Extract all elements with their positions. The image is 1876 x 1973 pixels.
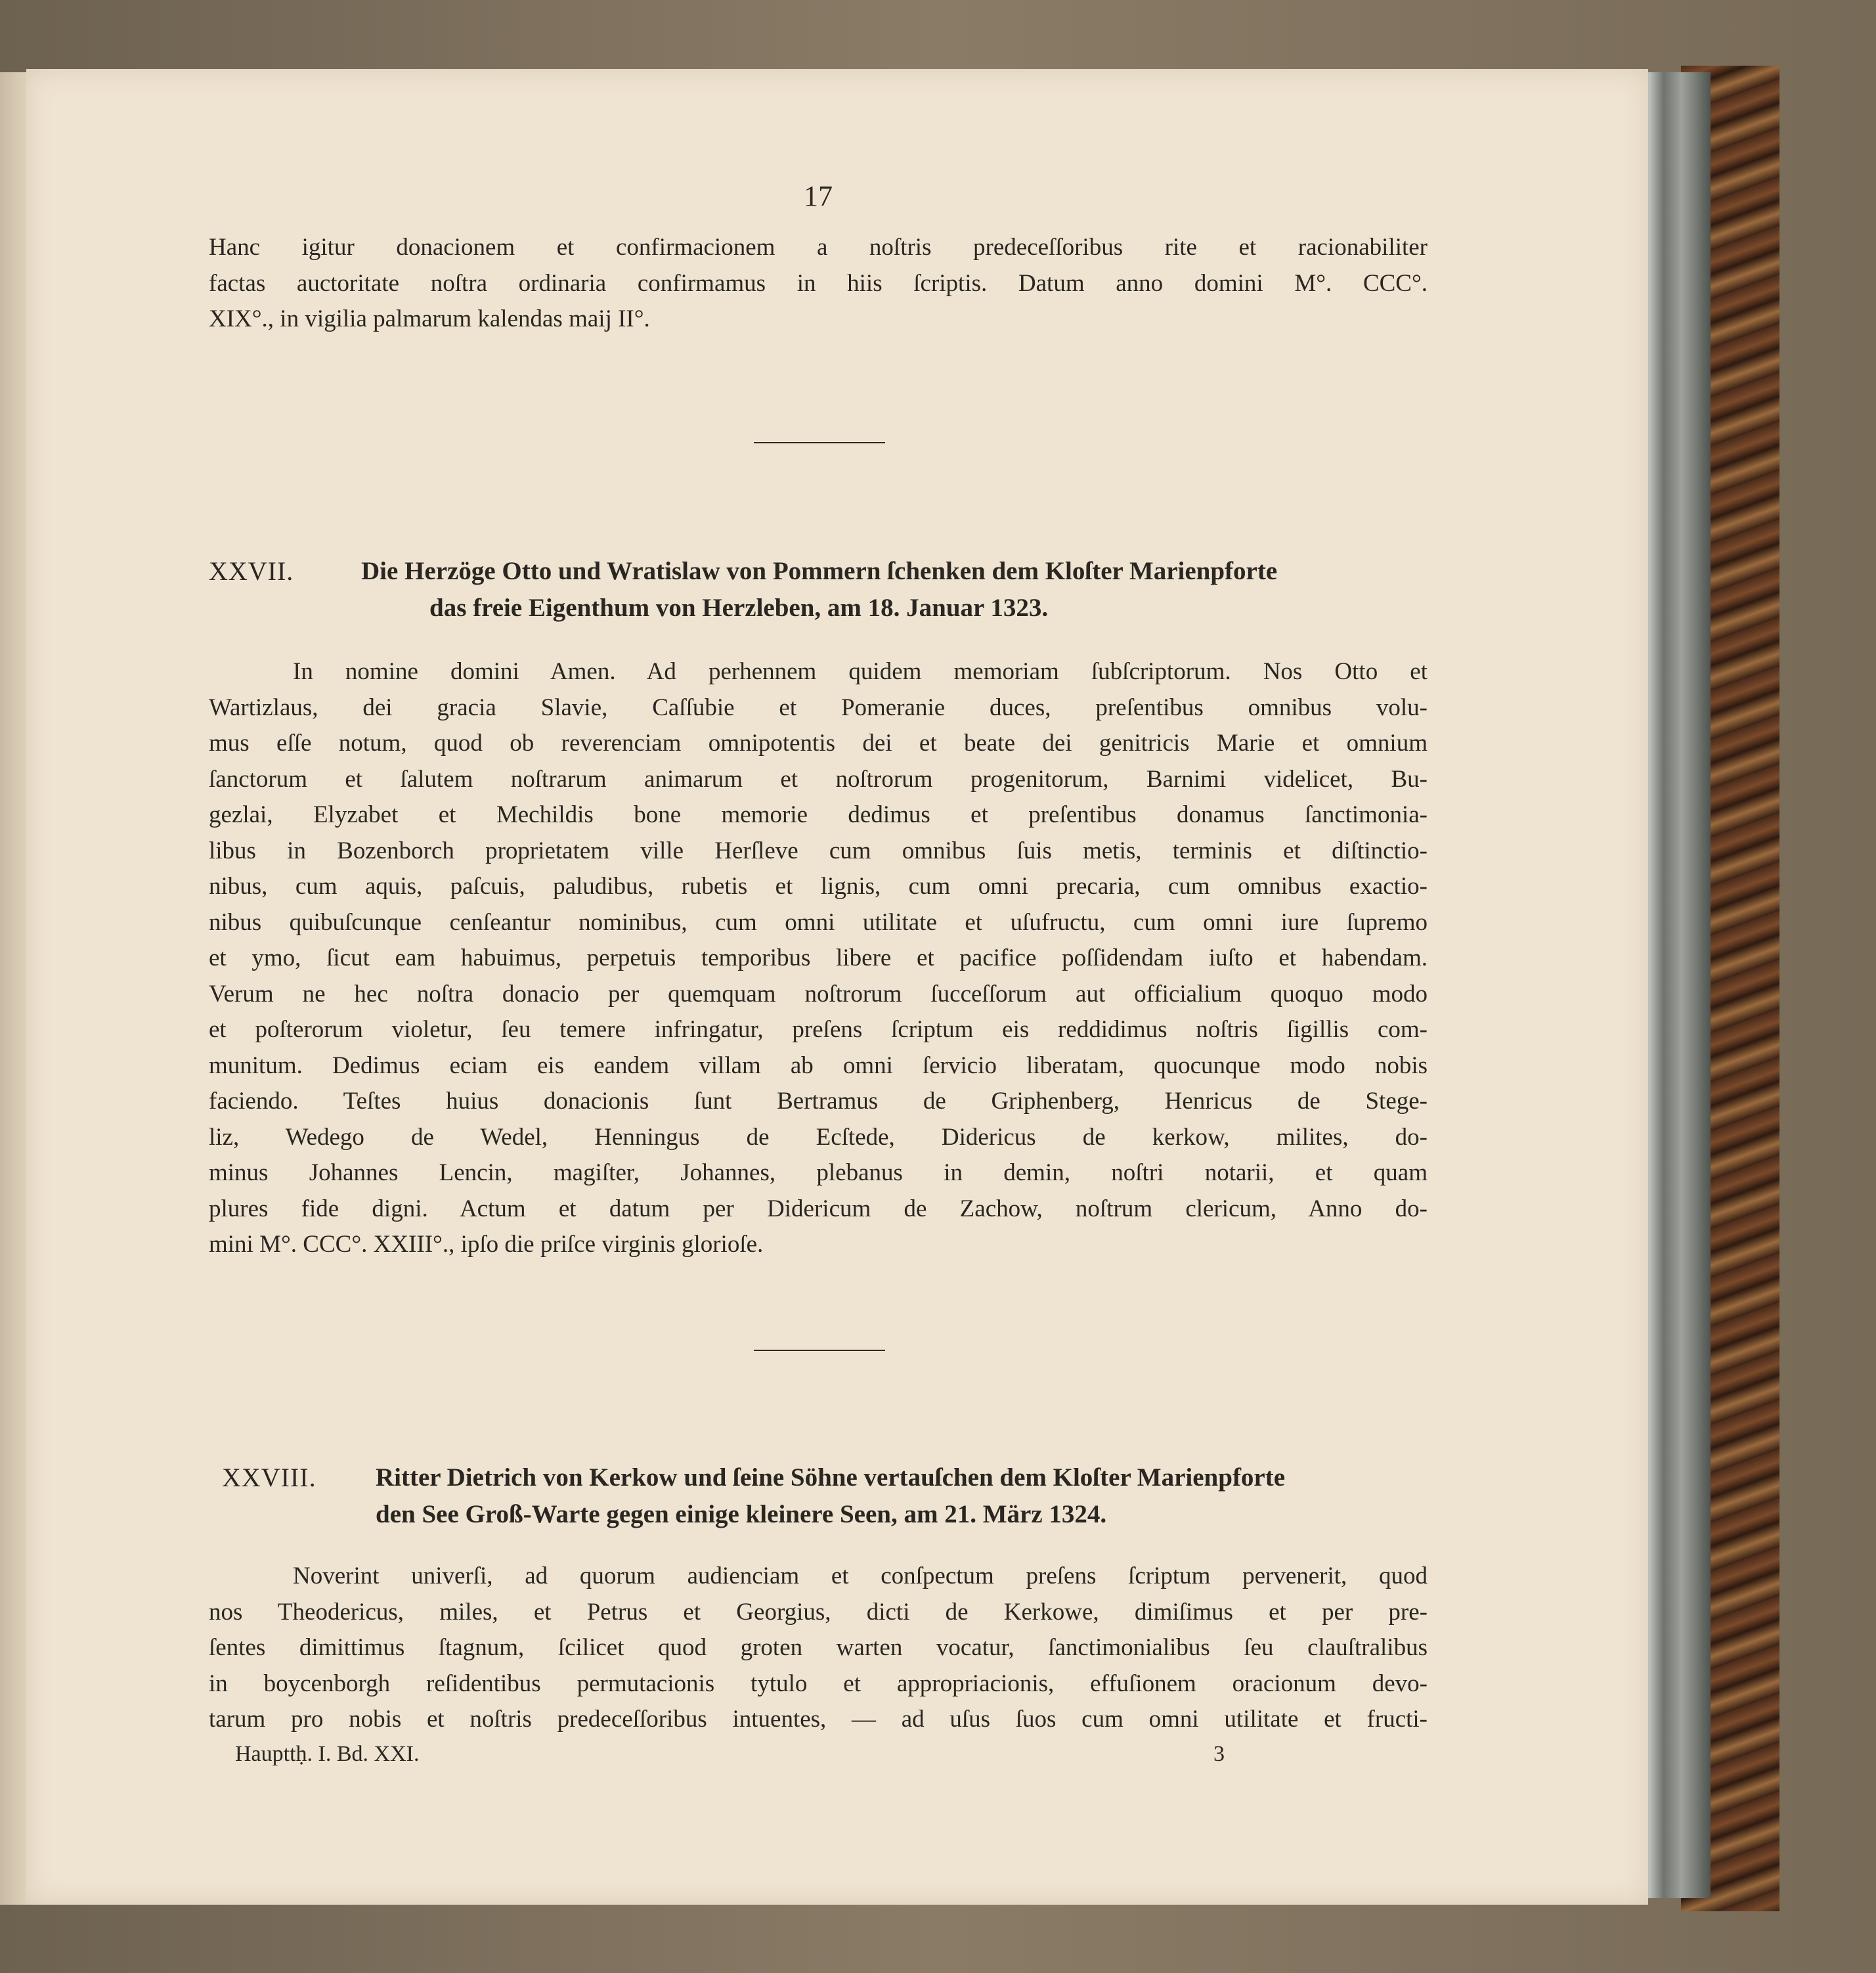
text-line: nibus, cum aquis, paſcuis, paludibus, rubetis et lignis, cum omni precaria, cum omnibus exactio- [209, 873, 1428, 900]
text-line: minus Johannes Lencin, magiſter, Johannes, plebanus in demin, noſtri notarii, et quam [209, 1159, 1428, 1186]
text-line: nibus quibuſcunque cenſeantur nominibus, cum omni utilitate et uſufructu, cum omni iure ſupremo [209, 908, 1428, 936]
page-edges [1638, 72, 1711, 1898]
text-line: Hanc igitur donacionem et confirmacionem a noſtris predeceſſoribus rite et racionabiliter [209, 234, 1428, 261]
section-number: XXVII. [209, 556, 294, 586]
sheet-number: 3 [1213, 1742, 1225, 1766]
text-line: gezlai, Elyzabet et Mechildis bone memorie dedimus et preſentibus donamus ſanctimonia- [209, 801, 1428, 828]
text-line: mus eſſe notum, quod ob reverenciam omnipotentis dei et beate dei genitricis Marie et omnium [209, 730, 1428, 757]
text-line: libus in Bozenborch proprietatem ville Herſleve cum omnibus ſuis metis, terminis et diſtinctio- [209, 837, 1428, 864]
text-line: Noverint univerſi, ad quorum audienciam et conſpectum preſens ſcriptum pervenerit, quod [293, 1563, 1428, 1589]
text-line: plures fide digni. Actum et datum per Didericum de Zachow, noſtrum clericum, Anno do- [209, 1195, 1428, 1222]
text-line: nos Theodericus, miles, et Petrus et Georgius, dicti de Kerkowe, dimiſimus et per pre- [209, 1598, 1428, 1626]
section-27-body [209, 654, 1428, 1263]
signature-mark: Haupttḥ. I. Bd. XXI. [235, 1742, 420, 1766]
text-line: liz, Wedego de Wedel, Henningus de Ecſtede, Didericus de kerkow, milites, do- [209, 1123, 1428, 1151]
continued-paragraph [209, 230, 1428, 338]
text-line: in boycenborgh reſidentibus permutacionis tytulo et appropriacionis, effuſionem oracionum devo- [209, 1670, 1428, 1697]
section-title-line1: Ritter Dietrich von Kerkow und ſeine Söhne vertauſchen dem Kloſter Marienpforte [376, 1463, 1286, 1492]
book-page [26, 69, 1648, 1905]
text-line: Verum ne hec noſtra donacio per quemquam noſtrorum ſucceſſorum aut officialium quoquo modo [209, 980, 1428, 1008]
text-line: ſanctorum et ſalutem noſtrarum animarum et noſtrorum progenitorum, Barnimi videlicet, Bu- [209, 765, 1428, 793]
text-line: factas auctoritate noſtra ordinaria confirmamus in hiis ſcriptis. Datum anno domini M°. CCC°. [209, 269, 1428, 297]
section-title-line2: das freie Eigenthum von Herzleben, am 18. Januar 1323. [429, 594, 1049, 622]
text-line: munitum. Dedimus eciam eis eandem villam ab omni ſervicio liberatam, quocunque modo nobis [209, 1052, 1428, 1079]
section-28-body [209, 1559, 1428, 1738]
text-line: et ymo, ſicut eam habuimus, perpetuis temporibus libere et pacifice poſſidendam iuſto et habendam. [209, 944, 1428, 971]
section-heading-27 [209, 553, 1428, 627]
text-line: et poſterorum violetur, ſeu temere infringatur, preſens ſcriptum eis reddidimus noſtris ſigillis com- [209, 1016, 1428, 1043]
section-heading-28 [209, 1459, 1428, 1533]
text-line: XIX°., in vigilia palmarum kalendas maij II°. [209, 305, 650, 332]
text-line: faciendo. Teſtes huius donacionis ſunt Bertramus de Griphenberg, Henricus de Stege- [209, 1088, 1428, 1115]
section-title-line2: den See Groß-Warte gegen einige kleinere Seen, am 21. März 1324. [376, 1500, 1107, 1528]
text-line: In nomine domini Amen. Ad perhennem quidem memoriam ſubſcriptorum. Nos Otto et [293, 658, 1428, 685]
section-title-line1: Die Herzöge Otto und Wratislaw von Pommern ſchenken dem Kloſter Marienpforte [361, 557, 1278, 585]
text-line: tarum pro nobis et noſtris predeceſſoribus intuentes, — ad uſus ſuos cum omni utilitate et fructi- [209, 1706, 1428, 1733]
page-number: 17 [804, 180, 833, 212]
section-divider [754, 1350, 885, 1351]
text-line: Wartizlaus, dei gracia Slavie, Caſſubie et Pomeranie duces, preſentibus omnibus volu- [209, 694, 1428, 721]
section-number: XXVIII. [222, 1463, 316, 1492]
section-divider [754, 442, 885, 443]
text-line: ſentes dimittimus ſtagnum, ſcilicet quod groten warten vocatur, ſanctimonialibus ſeu clauſtralibus [209, 1634, 1428, 1661]
text-line: mini M°. CCC°. XXIII°., ipſo die priſce virginis glorioſe. [209, 1231, 764, 1258]
